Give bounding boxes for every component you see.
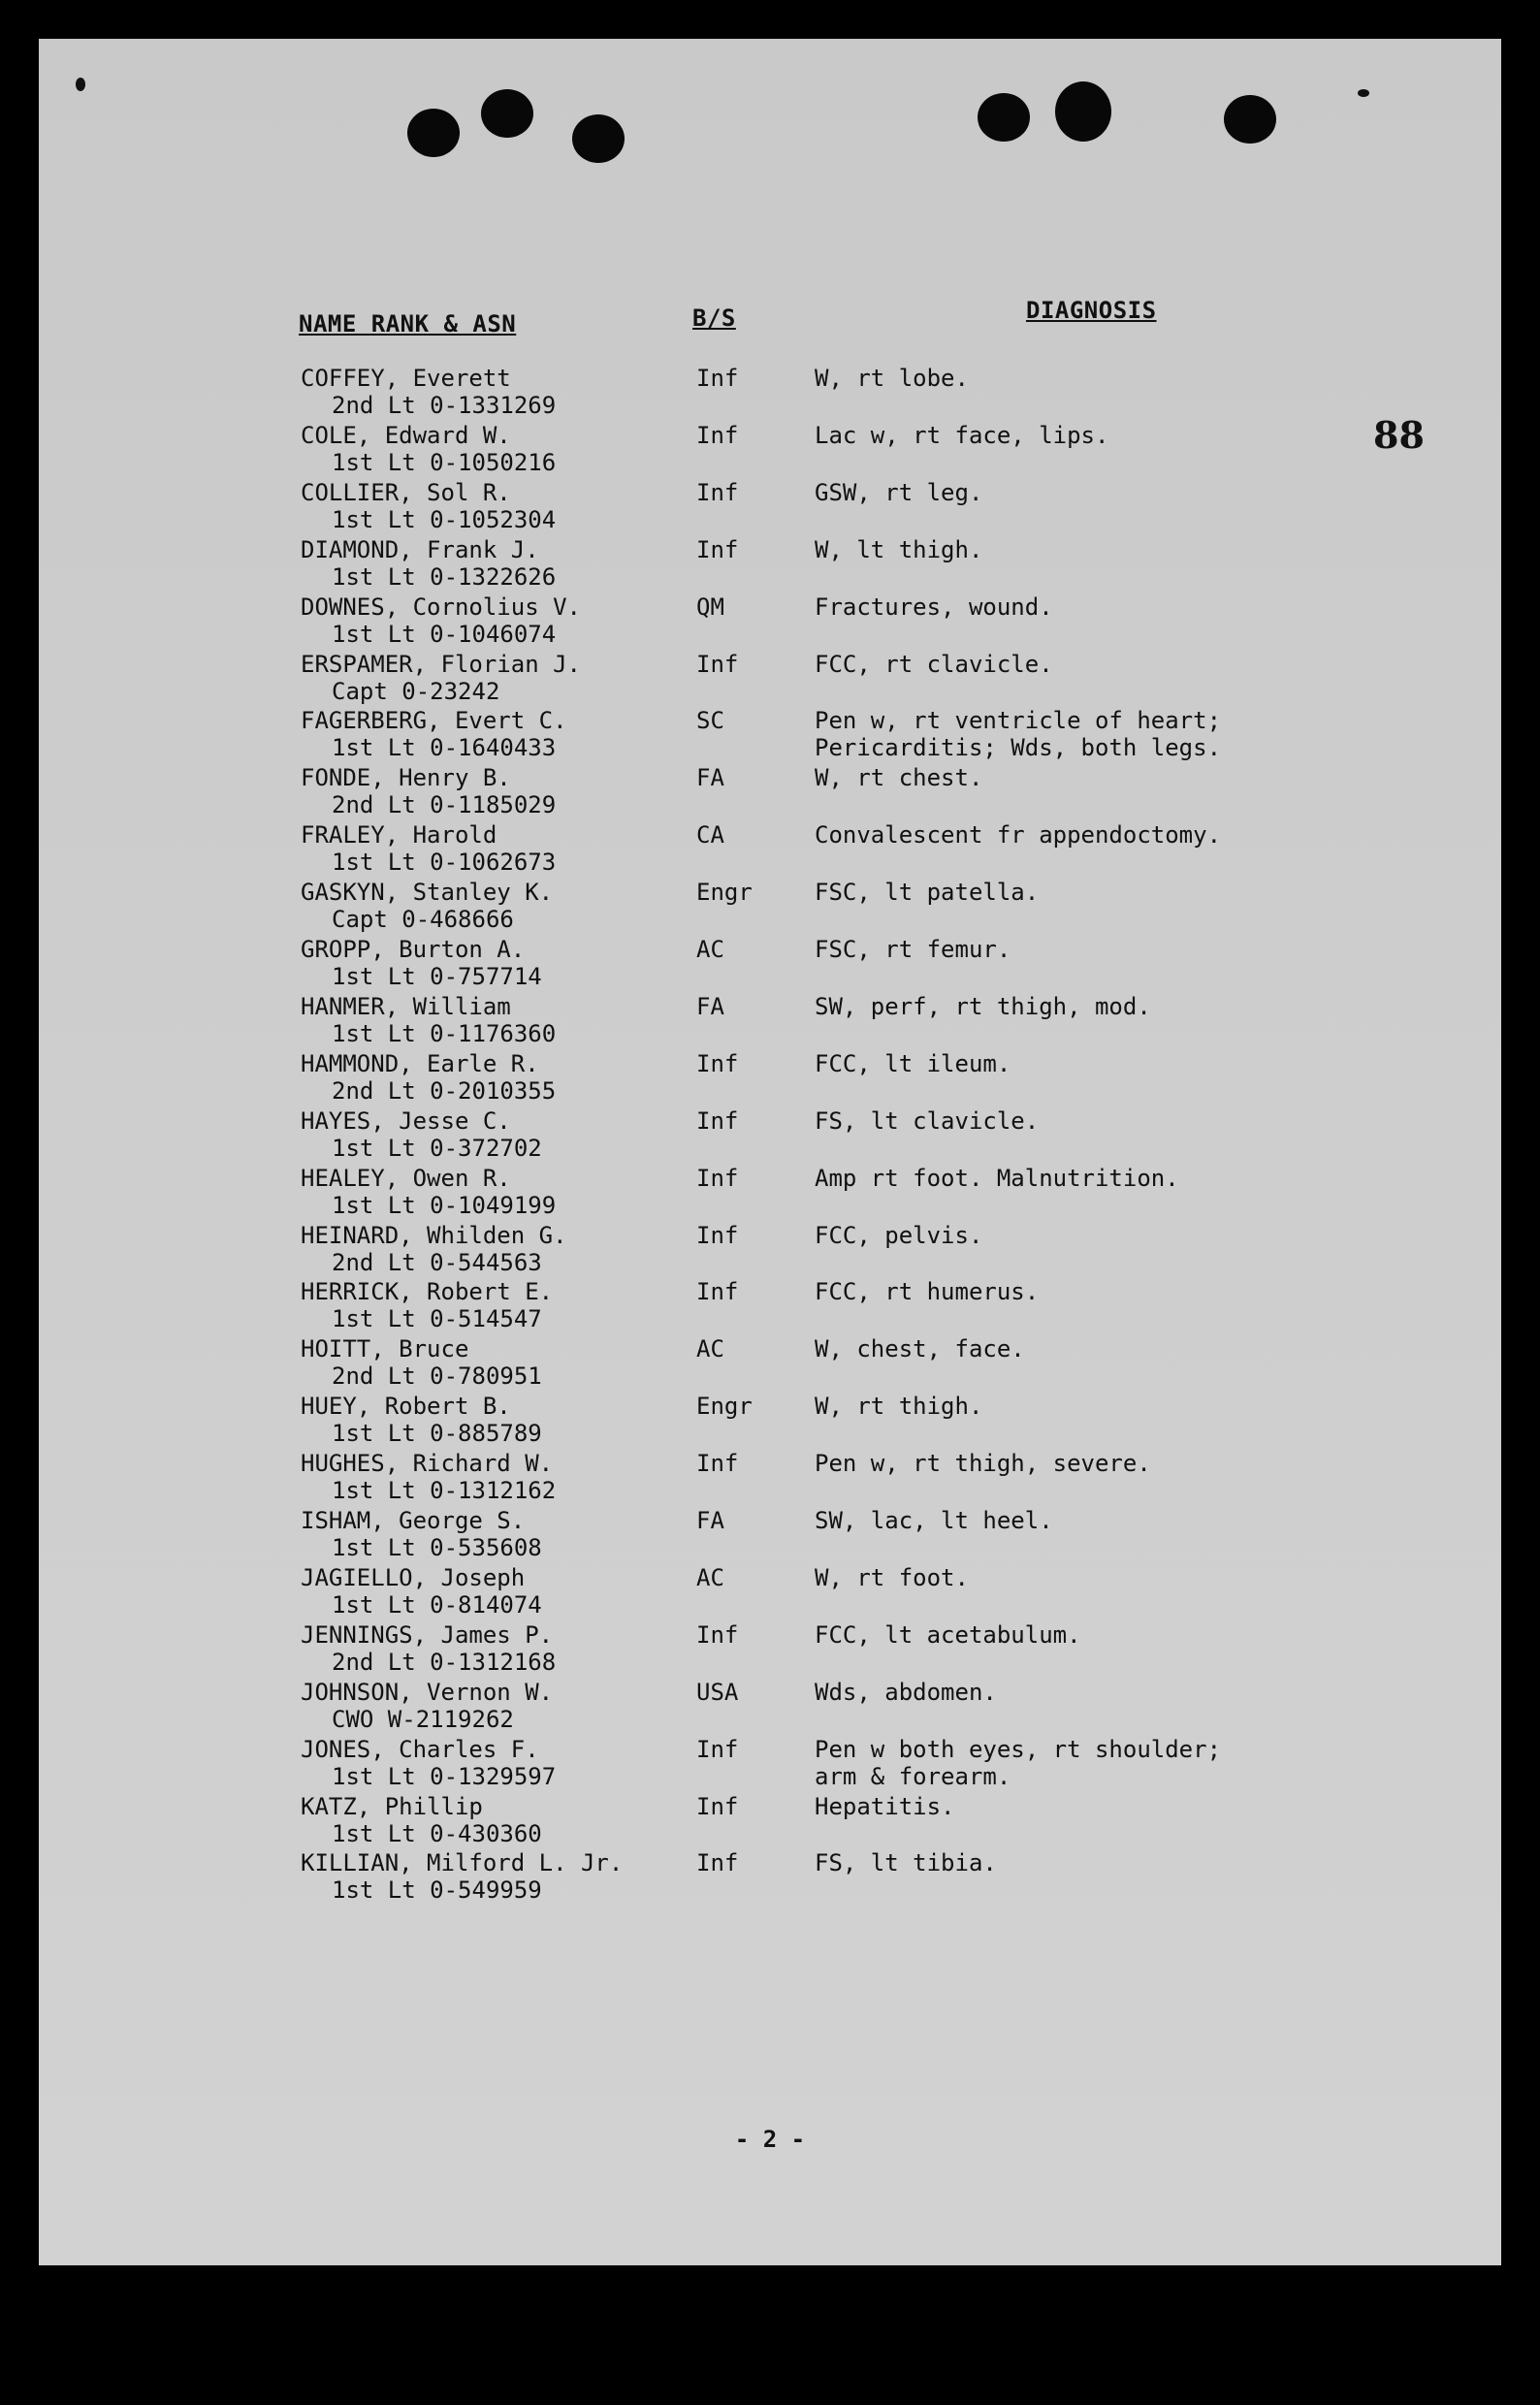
entry-diagnosis: Pen w both eyes, rt shoulder; (815, 1735, 1222, 1763)
entry-branch-of-service: Inf (696, 1164, 739, 1192)
entry-rank-asn: 1st Lt 0-814074 (332, 1590, 542, 1619)
casualty-entry (39, 1050, 1501, 1106)
casualty-entry (39, 1849, 1501, 1906)
entry-diagnosis: FS, lt clavicle. (815, 1106, 1040, 1135)
entry-rank-asn: 1st Lt 0-1329597 (332, 1762, 557, 1790)
entry-branch-of-service: USA (696, 1678, 739, 1706)
entry-branch-of-service: FA (696, 764, 724, 792)
entry-name: HEINARD, Whilden G. (301, 1221, 567, 1249)
entry-name: ERSPAMER, Florian J. (301, 650, 581, 678)
punch-hole (978, 93, 1030, 142)
entry-branch-of-service: AC (696, 936, 724, 963)
entry-branch-of-service: Engr (696, 1393, 753, 1421)
entry-diagnosis: W, lt thigh. (815, 535, 983, 563)
entry-diagnosis: GSW, rt leg. (815, 478, 983, 506)
entry-diagnosis: W, chest, face. (815, 1335, 1025, 1363)
entry-rank-asn: 1st Lt 0-885789 (332, 1420, 542, 1448)
entry-branch-of-service: FA (696, 992, 724, 1020)
entry-name: COLE, Edward W. (301, 421, 511, 449)
casualty-entry (39, 1450, 1501, 1506)
entry-name: JENNINGS, James P. (301, 1620, 554, 1649)
casualty-entry (39, 365, 1501, 421)
entry-diagnosis: FCC, rt humerus. (815, 1278, 1040, 1306)
entry-branch-of-service: CA (696, 821, 724, 850)
punch-hole (407, 109, 460, 157)
entry-name: JAGIELLO, Joseph (301, 1563, 526, 1591)
ink-speck (1358, 89, 1369, 97)
entry-diagnosis: Lac w, rt face, lips. (815, 421, 1109, 449)
casualty-entry (39, 936, 1501, 992)
entry-rank-asn: 1st Lt 0-1176360 (332, 1019, 557, 1047)
casualty-entry (39, 1793, 1501, 1849)
entry-rank-asn: 1st Lt 0-1062673 (332, 849, 557, 877)
entry-branch-of-service: AC (696, 1563, 724, 1591)
entry-rank-asn: 2nd Lt 0-544563 (332, 1248, 542, 1276)
entry-name: FONDE, Henry B. (301, 764, 511, 792)
casualty-entry (39, 1107, 1501, 1164)
entry-branch-of-service: Inf (696, 478, 739, 506)
header-name-rank-asn: NAME RANK & ASN (299, 310, 517, 337)
entry-branch-of-service: Inf (696, 365, 739, 392)
entry-name: FAGERBERG, Evert C. (301, 707, 567, 735)
entry-diagnosis: W, rt foot. (815, 1563, 969, 1591)
casualty-entry (39, 993, 1501, 1049)
entry-diagnosis: FSC, rt femur. (815, 936, 1011, 963)
entry-branch-of-service: Inf (696, 1849, 739, 1877)
entry-branch-of-service: Inf (696, 1735, 739, 1763)
entry-branch-of-service: Inf (696, 1221, 739, 1249)
entry-diagnosis: SW, lac, lt heel. (815, 1507, 1053, 1534)
entry-diagnosis: FCC, lt acetabulum. (815, 1620, 1081, 1649)
entry-name: HAMMOND, Earle R. (301, 1049, 539, 1077)
casualty-entry (39, 764, 1501, 820)
entry-rank-asn: 1st Lt 0-1640433 (332, 734, 557, 762)
entry-rank-asn: 1st Lt 0-535608 (332, 1534, 542, 1561)
entry-rank-asn: Capt 0-23242 (332, 677, 500, 705)
entry-diagnosis: FCC, pelvis. (815, 1221, 983, 1249)
entry-branch-of-service: SC (696, 707, 724, 735)
entry-diagnosis: Amp rt foot. Malnutrition. (815, 1164, 1179, 1192)
entry-name: GASKYN, Stanley K. (301, 879, 554, 907)
entry-rank-asn: 2nd Lt 0-1312168 (332, 1648, 557, 1676)
casualty-entry (39, 1679, 1501, 1735)
casualty-entry (39, 1222, 1501, 1278)
entry-rank-asn: 1st Lt 0-1050216 (332, 448, 557, 476)
entry-rank-asn: 1st Lt 0-372702 (332, 1134, 542, 1162)
punch-hole (1055, 81, 1111, 142)
entry-branch-of-service: Inf (696, 1792, 739, 1820)
entry-name: HERRICK, Robert E. (301, 1278, 554, 1306)
entry-rank-asn: 1st Lt 0-1312162 (332, 1477, 557, 1505)
casualty-entry (39, 593, 1501, 650)
entry-diagnosis: Hepatitis. (815, 1792, 955, 1820)
entry-rank-asn: CWO W-2119262 (332, 1705, 514, 1733)
casualty-entry (39, 821, 1501, 878)
entry-rank-asn: 1st Lt 0-757714 (332, 963, 542, 990)
casualty-entry (39, 1278, 1501, 1334)
entry-rank-asn: 1st Lt 0-430360 (332, 1819, 542, 1847)
punch-hole (1224, 95, 1276, 144)
entry-name: ISHAM, George S. (301, 1507, 526, 1534)
entry-diagnosis: Fractures, wound. (815, 593, 1053, 621)
entry-branch-of-service: Inf (696, 650, 739, 678)
entry-diagnosis: Convalescent fr appendoctomy. (815, 821, 1222, 850)
entry-name: HUGHES, Richard W. (301, 1450, 554, 1478)
entry-diagnosis-continued: arm & forearm. (815, 1762, 1011, 1790)
casualty-entry (39, 1736, 1501, 1792)
entry-name: HUEY, Robert B. (301, 1393, 511, 1421)
entry-name: GROPP, Burton A. (301, 936, 526, 963)
entry-name: FRALEY, Harold (301, 821, 497, 850)
casualty-entry (39, 707, 1501, 763)
entry-diagnosis-continued: Pericarditis; Wds, both legs. (815, 734, 1222, 762)
entry-name: JONES, Charles F. (301, 1735, 539, 1763)
entry-branch-of-service: QM (696, 593, 724, 621)
entry-diagnosis: FCC, rt clavicle. (815, 650, 1053, 678)
entry-name: HANMER, William (301, 992, 511, 1020)
entry-name: COLLIER, Sol R. (301, 478, 511, 506)
casualty-entry (39, 422, 1501, 478)
entry-diagnosis: Wds, abdomen. (815, 1678, 997, 1706)
entry-diagnosis: Pen w, rt ventricle of heart; (815, 707, 1222, 735)
casualty-entry (39, 1507, 1501, 1563)
entry-name: DIAMOND, Frank J. (301, 535, 539, 563)
entry-name: KATZ, Phillip (301, 1792, 483, 1820)
entry-rank-asn: 1st Lt 0-1049199 (332, 1191, 557, 1219)
entry-branch-of-service: Inf (696, 421, 739, 449)
ink-speck (76, 78, 85, 91)
entry-branch-of-service: Engr (696, 879, 753, 907)
entry-name: COFFEY, Everett (301, 365, 511, 392)
entry-diagnosis: SW, perf, rt thigh, mod. (815, 992, 1151, 1020)
entry-diagnosis: Pen w, rt thigh, severe. (815, 1450, 1151, 1478)
entry-rank-asn: 2nd Lt 0-780951 (332, 1363, 542, 1391)
document-page (39, 39, 1501, 2265)
casualty-entry (39, 1335, 1501, 1392)
entry-rank-asn: 2nd Lt 0-1185029 (332, 791, 557, 819)
casualty-entry (39, 651, 1501, 707)
entry-rank-asn: 1st Lt 0-549959 (332, 1876, 542, 1905)
entry-rank-asn: 1st Lt 0-1046074 (332, 620, 557, 648)
casualty-entry (39, 1165, 1501, 1221)
entry-branch-of-service: Inf (696, 1278, 739, 1306)
header-diagnosis: DIAGNOSIS (1026, 297, 1157, 324)
entry-rank-asn: 2nd Lt 0-2010355 (332, 1076, 557, 1105)
entry-diagnosis: W, rt lobe. (815, 365, 969, 392)
casualty-entry (39, 1564, 1501, 1620)
entry-branch-of-service: Inf (696, 1450, 739, 1478)
page-footer: - 2 - (734, 2126, 806, 2153)
entry-branch-of-service: Inf (696, 535, 739, 563)
entry-diagnosis: FS, lt tibia. (815, 1849, 997, 1877)
entry-branch-of-service: Inf (696, 1106, 739, 1135)
entry-diagnosis: FCC, lt ileum. (815, 1049, 1011, 1077)
page-number-stamp: 88 (1373, 413, 1425, 457)
entry-name: KILLIAN, Milford L. Jr. (301, 1849, 624, 1877)
entry-rank-asn: 1st Lt 0-514547 (332, 1305, 542, 1333)
entry-rank-asn: 1st Lt 0-1052304 (332, 505, 557, 533)
entry-name: HAYES, Jesse C. (301, 1106, 511, 1135)
entry-diagnosis: W, rt chest. (815, 764, 983, 792)
entry-diagnosis: W, rt thigh. (815, 1393, 983, 1421)
entry-name: HEALEY, Owen R. (301, 1164, 511, 1192)
entry-branch-of-service: FA (696, 1507, 724, 1534)
entry-rank-asn: Capt 0-468666 (332, 906, 514, 934)
entry-rank-asn: 2nd Lt 0-1331269 (332, 392, 557, 419)
entry-name: DOWNES, Cornolius V. (301, 593, 581, 621)
casualty-entry (39, 536, 1501, 593)
entry-branch-of-service: Inf (696, 1049, 739, 1077)
punch-hole (481, 89, 533, 138)
entry-branch-of-service: AC (696, 1335, 724, 1363)
entry-name: JOHNSON, Vernon W. (301, 1678, 554, 1706)
entry-rank-asn: 1st Lt 0-1322626 (332, 562, 557, 591)
header-bs: B/S (692, 305, 736, 332)
punch-hole (572, 114, 625, 163)
casualty-entry (39, 1393, 1501, 1449)
entry-branch-of-service: Inf (696, 1620, 739, 1649)
entry-diagnosis: FSC, lt patella. (815, 879, 1040, 907)
casualty-entry (39, 479, 1501, 535)
casualty-entry (39, 1621, 1501, 1678)
entry-name: HOITT, Bruce (301, 1335, 469, 1363)
casualty-entry (39, 879, 1501, 935)
